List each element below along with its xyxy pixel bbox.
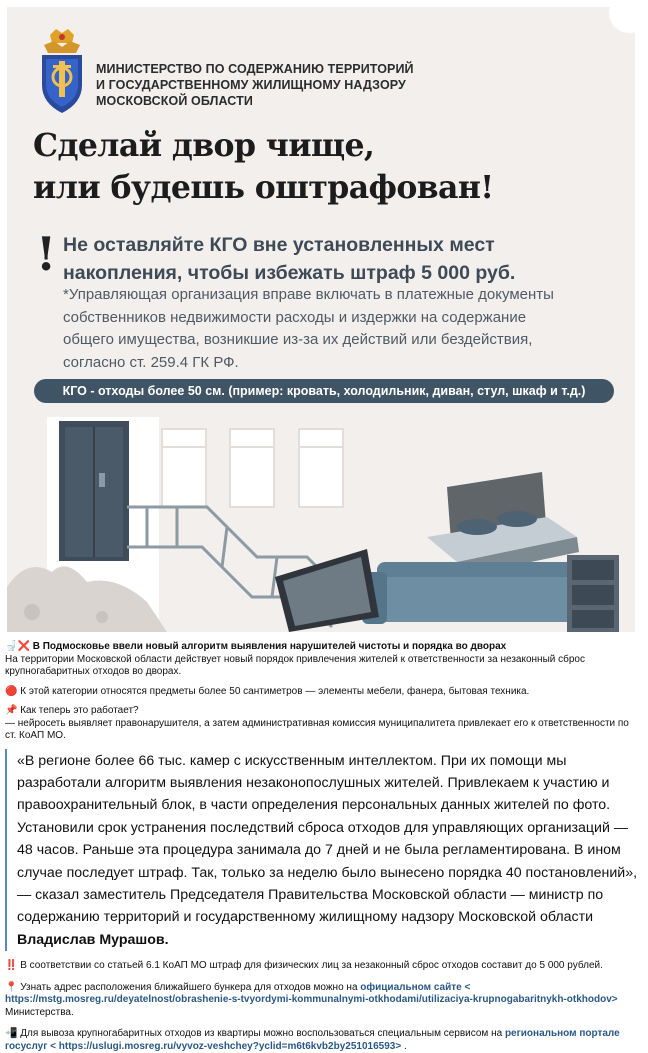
how-title <box>5 705 641 718</box>
bunker-text-end: Министерства. <box>5 1006 74 1018</box>
ministry-line-2: И ГОСУДАРСТВЕННОМУ ЖИЛИЩНОМУ НАДЗОРУ <box>96 78 406 92</box>
window-right <box>299 429 343 507</box>
post-headline-text: В Подмосковье ввели новый алгоритм выявления нарушителей чистоты и порядка во дворах <box>32 641 507 652</box>
poster-image[interactable] <box>7 7 635 632</box>
warning-line-2: накопления, чтобы избежать штраф 5 000 руб. <box>63 262 516 284</box>
definition-banner: КГО - отходы более 50 см. (пример: кровать, холодильник, диван, стул, шкаф и т.д.) <box>34 379 614 403</box>
ministry-line-1: МИНИСТЕРСТВО ПО СОДЕРЖАНИЮ ТЕРРИТОРИЙ <box>96 62 414 76</box>
quote-block <box>5 749 641 952</box>
service-text-end: . <box>401 1040 407 1052</box>
note-line-1: *Управляющая организация вправе включать в платежные документы <box>63 286 554 303</box>
location-pin-icon: 📍 <box>5 981 18 993</box>
note-line-3: общего имущества, возникшие из-за их действий или бездействия, <box>63 331 533 348</box>
window-left <box>162 429 206 507</box>
tv <box>275 549 379 632</box>
post-bunker <box>5 982 641 1020</box>
double-exclamation-icon: ‼️ <box>5 960 18 972</box>
headline-line-2: или будешь оштрафован! <box>33 169 494 206</box>
ministry-name <box>96 61 426 109</box>
fine-text: В соответствии со статьей 6.1 КоАП МО штраф для физических лиц за незаконный сброс отходов составит до 5 000 рублей. <box>20 960 603 972</box>
post-text <box>5 641 641 1053</box>
post-fine <box>5 960 641 973</box>
gosuslugi-link[interactable]: региональном портале госуслуг < https://uslugi.mosreg.ru/vyvoz-veshchey?yclid=m6t6kvb2by251016593> <box>5 1028 620 1052</box>
legal-note <box>63 284 623 374</box>
service-text: Для вывоза крупногабаритных отходов из квартиры можно воспользоваться специальным сервисом на <box>20 1028 505 1040</box>
stairwell-furniture-illustration <box>7 407 635 632</box>
note-line-2: собственников недвижимости расходы и издержки на содержание <box>63 308 527 326</box>
mobile-phone-icon: 📲 <box>5 1028 18 1040</box>
ministry-line-3: МОСКОВСКОЙ ОБЛАСТИ <box>96 94 253 108</box>
exclamation-mark: ! <box>36 227 57 281</box>
how-title-text: Как теперь это работает? <box>20 705 139 716</box>
warning-line-1: Не оставляйте КГО вне установленных мест <box>63 234 495 256</box>
warning-text <box>63 231 623 287</box>
quote-author: Владислав Мурашов. <box>17 931 169 948</box>
bed <box>427 472 579 577</box>
post-headline <box>5 641 641 654</box>
coat-of-arms-icon <box>36 27 88 117</box>
post-category <box>5 686 641 699</box>
quote-text: «В регионе более 66 тыс. камер с искусственным интеллектом. При их помощи мы разработали алгоритм выявления незаконопослушных жителей. Привлекаем к участию и правоохранительный блок, в части определения персональных данных жителей по фото. Установили срок устранения последствий сброса отходов для управляющих организаций — 48 часов. Раньше эта процедура занимала до 7 дней и не была регламентирована. В ином случае последует штраф. Так, только за неделю было вынесено порядка 40 постановлений», — сказал заместитель Председателя Правительства Московской области — министр по содержанию территорий и государственному жилищному надзору Московской области <box>17 752 638 926</box>
post-service <box>5 1028 641 1053</box>
poster-headline <box>33 125 613 209</box>
note-line-4: согласно ст. 259.4 ГК РФ. <box>63 353 239 371</box>
how-text: — нейросеть выявляет правонарушителя, а затем административная комиссия муниципалитета привлекает его к ответственности по ст. КоАП МО. <box>5 717 629 741</box>
bunker-text: Узнать адрес расположения ближайшего бункера для отходов можно на <box>20 981 361 993</box>
pushpin-icon: 📌 <box>5 705 18 716</box>
sofa <box>362 562 592 624</box>
nightstand <box>567 555 619 632</box>
red-circle-icon: 🔴 <box>5 685 18 697</box>
headline-line-1: Сделай двор чище, <box>33 127 375 164</box>
category-text: К этой категории относятся предметы более 50 сантиметров — элементы мебели, фанера, бытовая техника. <box>20 685 530 697</box>
toilet-cross-icon: 🚽❌ <box>5 641 30 652</box>
post-intro: На территории Московской области действует новый порядок привлечения жителей к ответственности за незаконный сброс крупногабаритных отходов во дворах. <box>5 653 585 677</box>
window-middle <box>230 429 274 507</box>
ministry-site-link[interactable]: официальном сайте < https://mstg.mosreg.ru/deyatelnost/obrashenie-s-tvyordymi-kommunalnymi-otkhodami/utilizaciya-krupnogabaritnykh-otkhodov> <box>5 981 618 1006</box>
image-corner-button[interactable] <box>609 7 635 33</box>
